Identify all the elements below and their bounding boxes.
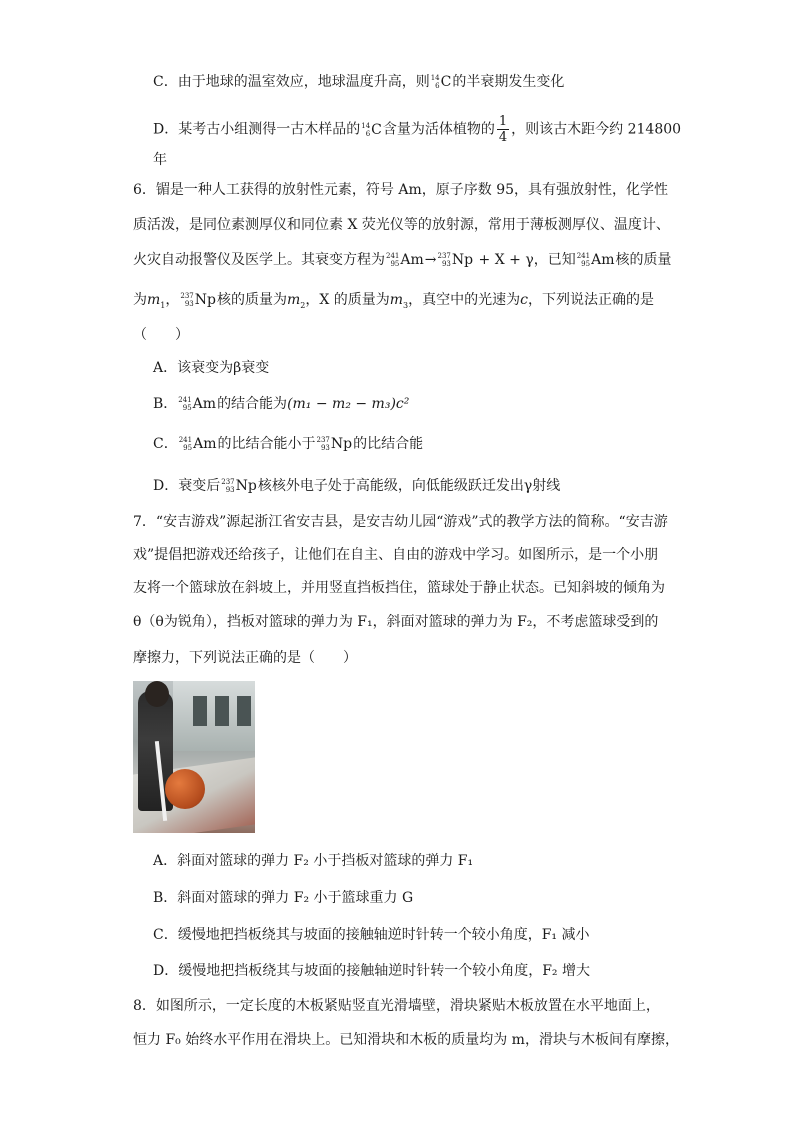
basketball-icon [165, 769, 205, 809]
q6-option-d: D．衰变后 237 93 Np 核核外电子处于高能级，向低能级跃迁发出γ射线 [153, 478, 561, 494]
q7-option-d: D．缓慢地把挡板绕其与坡面的接触轴逆时针转一个较小角度，F₂ 增大 [153, 963, 590, 979]
q6-line-4: 为$m_1$， 237 93 Np 核的质量为$m_2$，X 的质量为$m_3$，真空中的光速为c，下列说法正确的是 [133, 292, 654, 310]
am-241-symbol: 241 95 Am [178, 396, 217, 412]
q8-line-2: 恒力 F₀ 始终水平作用在滑块上。已知滑块和木板的质量均为 m，滑块与木板间有摩擦， [133, 1032, 679, 1048]
q5-option-d: D．某考古小组测得一古木样品的 14 6 C 含量为活体植物的 $\frac{1}{4}$ ，则该古木距今约 214800 [153, 114, 682, 145]
q7-line-3: 友将一个篮球放在斜坡上，并用竖直挡板挡住，篮球处于静止状态。已知斜坡的倾角为 [133, 580, 665, 596]
binding-energy-formula: (m₁ − m₂ − m₃)c² [287, 396, 410, 412]
q6-option-b: B． 241 95 Am 的结合能为(m₁ − m₂ − m₃)c² [153, 396, 410, 412]
q5-option-c-text: C．由于地球的温室效应，地球温度升高，则 [153, 74, 430, 90]
q6-line-1: 6．镅是一种人工获得的放射性元素，符号 Am，原子序数 95，具有强放射性，化学性 [133, 182, 669, 198]
am-241-symbol: 241 95 Am [576, 252, 615, 268]
carbon-14-symbol: 14 6 C [361, 121, 382, 138]
np-237-symbol: 237 93 Np [221, 478, 257, 494]
q5-option-d-cont: 年 [153, 152, 167, 168]
am-241-symbol: 241 95 Am [386, 252, 424, 268]
q6-option-a: A．该衰变为β衰变 [153, 360, 270, 376]
q5-option-c [153, 72, 564, 92]
q7-line-5: 摩擦力，下列说法正确的是（ ） [133, 650, 357, 666]
np-237-symbol: 237 93 Np [437, 252, 474, 268]
np-237-symbol: 237 93 Np [180, 292, 216, 308]
q6-line-3: 火灾自动报警仪及医学上。其衰变方程为 241 95 Am → 237 93 Np + X + γ，已知 241 95 Am 核的质量 [133, 252, 672, 268]
q7-option-b: B．斜面对篮球的弹力 F₂ 小于篮球重力 G [153, 890, 414, 906]
np-237-symbol: 237 93 Np [316, 436, 353, 452]
fraction-one-quarter: $\frac{1}{4}$ [498, 114, 508, 145]
carbon-14-symbol: 14 6 C [430, 74, 452, 90]
q6-answer-paren: （ ） [133, 327, 189, 343]
q6-line-2: 质活泼，是同位素测厚仪和同位素 X 荧光仪等的放射源，常用于薄板测厚仪、温度计、 [133, 217, 670, 233]
q7-line-2: 戏”提倡把游戏还给孩子，让他们在自主、自由的游戏中学习。如图所示，是一个小朋 [133, 547, 659, 563]
arrow-symbol: → [424, 252, 437, 268]
am-241-symbol: 241 95 Am [178, 436, 217, 452]
q7-option-a: A．斜面对篮球的弹力 F₂ 小于挡板对篮球的弹力 F₁ [153, 853, 474, 869]
basketball-slope-photo [133, 681, 255, 833]
q6-option-c: C． 241 95 Am 的比结合能小于 237 93 Np 的比结合能 [153, 436, 424, 452]
q8-line-1: 8．如图所示，一定长度的木板紧贴竖直光滑墙壁，滑块紧贴木板放置在水平地面上， [133, 998, 660, 1014]
q7-line-4: θ（θ为锐角），挡板对篮球的弹力为 F₁，斜面对篮球的弹力为 F₂，不考虑篮球受到的 [133, 614, 659, 630]
q7-option-c: C．缓慢地把挡板绕其与坡面的接触轴逆时针转一个较小角度，F₁ 减小 [153, 927, 590, 943]
q7-line-1: 7．“安吉游戏”源起浙江省安吉县，是安吉幼儿园“游戏”式的教学方法的简称。“安吉游 [133, 514, 668, 530]
q5-option-c-text-end: 的半衰期发生变化 [452, 74, 565, 90]
